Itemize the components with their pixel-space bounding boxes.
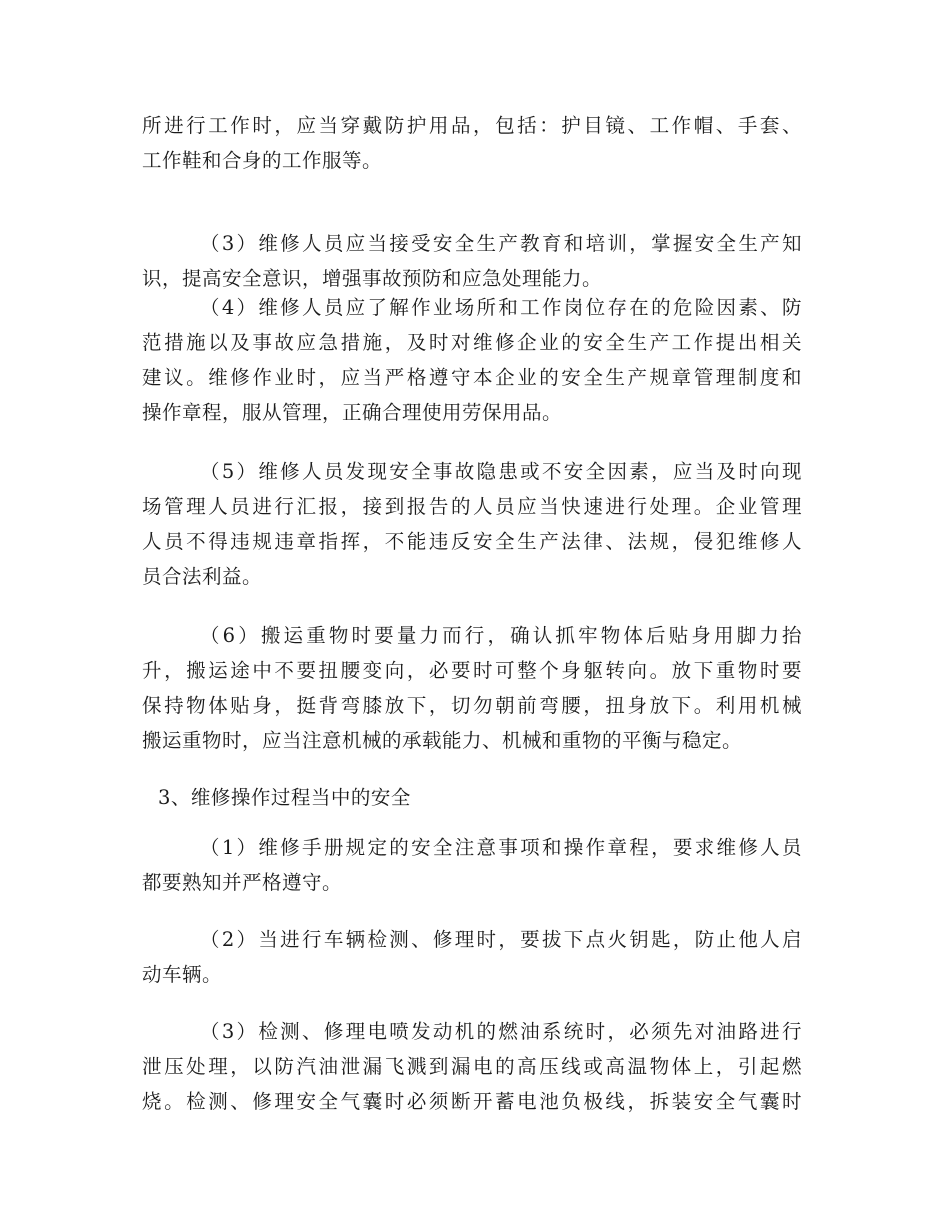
paragraph-line: 范措施以及事故应急措施，及时对维修企业的安全生产工作提出相关 bbox=[142, 331, 802, 354]
paragraph-line: （5）维修人员发现安全事故隐患或不安全因素，应当及时向现 bbox=[200, 460, 802, 483]
paragraph-item-6 bbox=[142, 618, 802, 758]
paragraph-line: （4）维修人员应了解作业场所和工作岗位存在的危险因素、防 bbox=[200, 296, 802, 319]
paragraph-line: （1）维修手册规定的安全注意事项和操作章程，要求维修人员 bbox=[200, 836, 802, 859]
section-3-paragraph-3 bbox=[142, 1014, 802, 1119]
paragraph-line: 泄压处理，以防汽油泄漏飞溅到漏电的高压线或高温物体上，引起燃 bbox=[142, 1055, 802, 1078]
paragraph-item-5 bbox=[142, 454, 802, 594]
paragraph-line: （3）维修人员应当接受安全生产教育和培训，掌握安全生产知 bbox=[200, 232, 802, 255]
section-3-paragraph-2 bbox=[142, 922, 802, 992]
paragraph-line: 搬运重物时，应当注意机械的承载能力、机械和重物的平衡与稳定。 bbox=[142, 729, 743, 752]
paragraph-line: 操作章程，服从管理，正确合理使用劳保用品。 bbox=[142, 401, 563, 424]
section-heading-3 bbox=[142, 780, 802, 815]
paragraph-line: 保持物体贴身，挺背弯膝放下，切勿朝前弯腰，扭身放下。利用机械 bbox=[142, 694, 802, 717]
paragraph-line: （3）检测、修理电喷发动机的燃油系统时，必须先对油路进行 bbox=[200, 1020, 802, 1043]
paragraph-item-3 bbox=[142, 226, 802, 296]
paragraph-line: 都要熟知并严格遵守。 bbox=[142, 871, 343, 894]
paragraph-line: 工作鞋和合身的工作服等。 bbox=[142, 149, 383, 172]
paragraph-line: （6）搬运重物时要量力而行，确认抓牢物体后贴身用脚力抬 bbox=[200, 624, 802, 647]
paragraph-line: （2）当进行车辆检测、修理时，要拔下点火钥匙，防止他人启 bbox=[200, 928, 802, 951]
paragraph-line: 建议。维修作业时，应当严格遵守本企业的安全生产规章管理制度和 bbox=[142, 366, 802, 389]
paragraph-line: 升，搬运途中不要扭腰变向，必要时可整个身躯转向。放下重物时要 bbox=[142, 659, 802, 682]
paragraph-line: 场管理人员进行汇报，接到报告的人员应当快速进行处理。企业管理 bbox=[142, 495, 802, 518]
paragraph-line: 员合法利益。 bbox=[142, 565, 263, 588]
paragraph-item-4 bbox=[142, 290, 802, 430]
paragraph-line: 烧。检测、修理安全气囊时必须断开蓄电池负极线，拆装安全气囊时 bbox=[142, 1090, 802, 1113]
paragraph-line: 识，提高安全意识，增强事故预防和应急处理能力。 bbox=[142, 267, 603, 290]
section-3-paragraph-1 bbox=[142, 830, 802, 900]
paragraph-line: 动车辆。 bbox=[142, 963, 223, 986]
paragraph-line: 人员不得违规违章指挥，不能违反安全生产法律、法规，侵犯维修人 bbox=[142, 530, 802, 553]
paragraph-continued bbox=[142, 108, 802, 178]
section-heading-text: 3、维修操作过程当中的安全 bbox=[158, 786, 411, 809]
paragraph-line: 所进行工作时，应当穿戴防护用品，包括：护目镜、工作帽、手套、 bbox=[142, 114, 802, 137]
